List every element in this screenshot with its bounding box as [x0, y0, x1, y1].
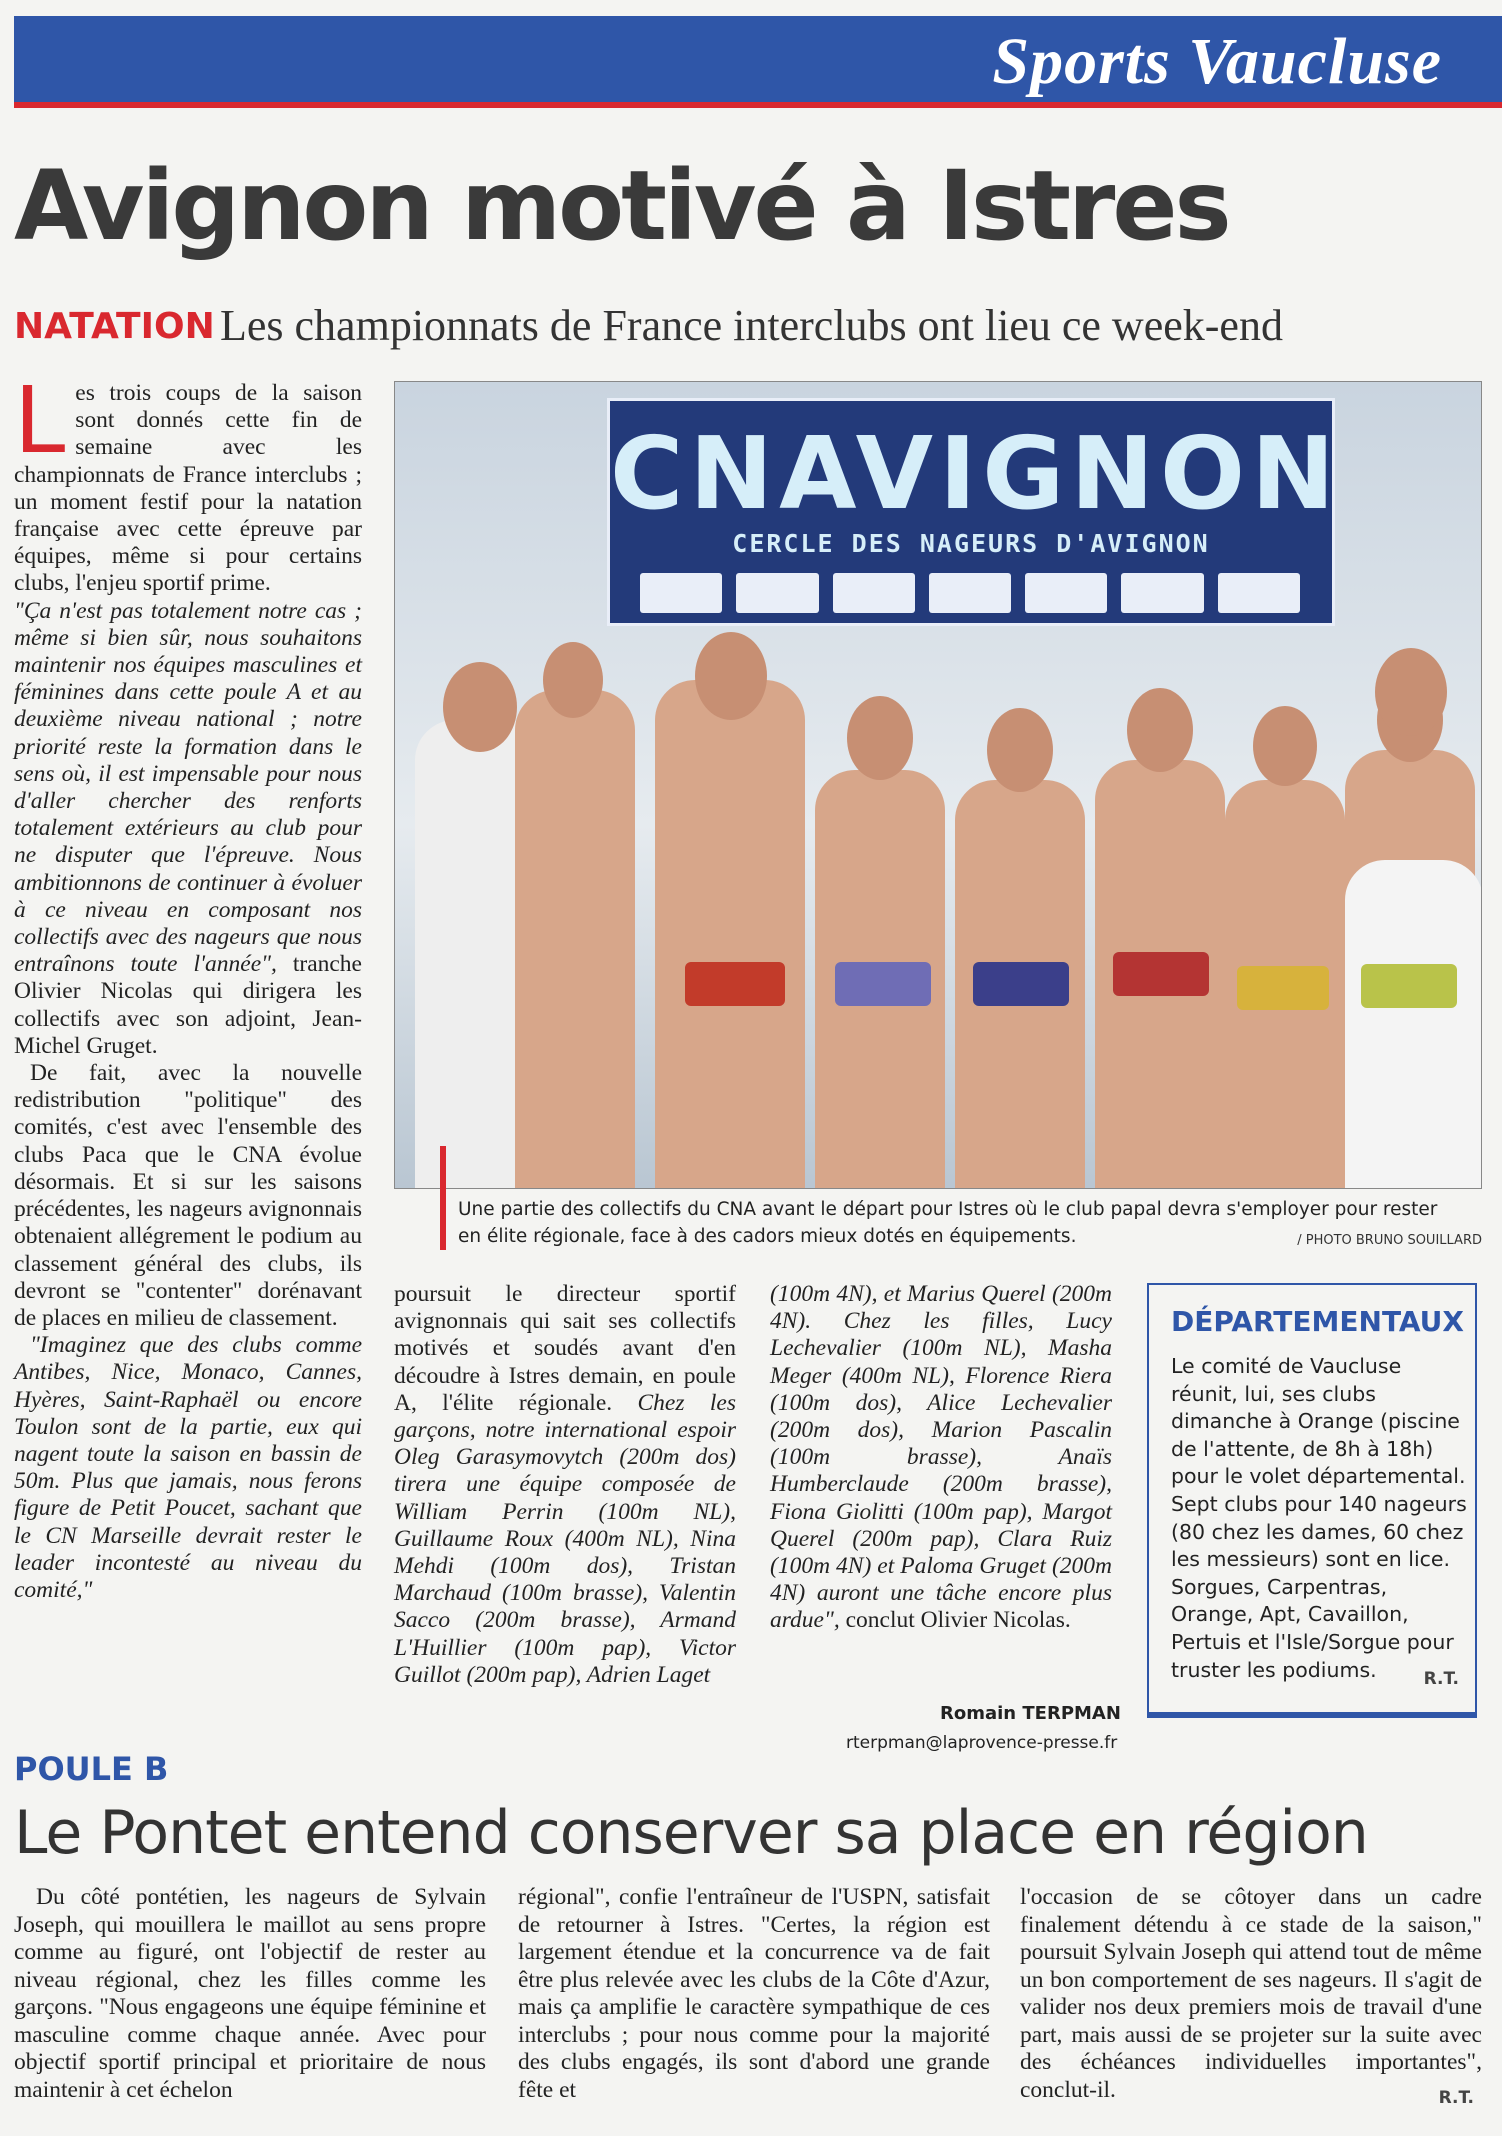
- article-headline: Avignon motivé à Istres: [14, 150, 1229, 262]
- team-roster-boys: Chez les garçons, notre international espoir Oleg Garasymovytch (200m dos) tirera une équipe composée de William Perrin (100m NL), Guillaume Roux (400m NL), Nina Mehdi (100m dos), Tristan Marchaud (100m brasse), Valentin Sacco (200m brasse), Armand L'Huillier (100m pap), Victor Guillot (200m pap), Adrien Laget: [394, 1389, 736, 1688]
- person-head: [543, 642, 603, 718]
- person-head: [847, 696, 913, 780]
- paragraph-intro-text: es trois coups de la saison sont donnés cette fin de semaine avec les championnats de France interclubs ; un moment festif pour la natation française avec cette épreuve par équipes, même si pour certains clubs, l'enjeu sportif prime.: [14, 380, 362, 597]
- article-2-column-1: [14, 1884, 486, 2104]
- sponsor-logo: [1025, 573, 1107, 613]
- person-head: [1253, 706, 1317, 786]
- sponsor-logo: [929, 573, 1011, 613]
- person-head: [695, 632, 767, 720]
- author-name: Romain TERPMAN: [940, 1703, 1121, 1724]
- sidebar-box: [1147, 1283, 1477, 1718]
- swim-trunks: [973, 962, 1069, 1006]
- swim-trunks: [685, 962, 785, 1006]
- photo-caption: Une partie des collectifs du CNA avant le départ pour Istres où le club papal devra s'employer pour rester en élite régionale, face à des cadors mieux dotés en équipements.: [458, 1199, 1438, 1247]
- paragraph-quote: [14, 598, 362, 1060]
- person-head: [1127, 688, 1193, 772]
- article-2-attribution: conclut-il.: [1020, 2076, 1116, 2103]
- quote-text: "Ça n'est pas totalement notre cas ; même si bien sûr, nous souhaitons maintenir nos équipes masculines et féminines dans cette poule A et au deuxième niveau national ; notre priorité reste la formation dans le sens où, il est impensable pour nous d'aller chercher des renforts totalement extérieurs au club pour ne disputer que l'épreuve. Nous ambitionnons de continuer à évoluer à ce niveau en composant nos collectifs avec des nageurs que nous entraînons toute l'année",: [14, 597, 362, 978]
- paragraph-quote-2: [14, 1332, 362, 1604]
- sponsor-logo: [1218, 573, 1300, 613]
- article-2-quote-5: Il s'agit de valider nos deux premiers mois de travail d'une part, mais aussi de se projeter sur la suite avec des échéances individuelles importantes",: [1020, 1966, 1482, 2075]
- paragraph-context-text: De fait, avec la nouvelle redistribution "politique" des comités, c'est avec l'ensemble des clubs Paca que le CNA évolue désormais. Et si sur les saisons précédentes, les nageurs avignonnais obtenaient allégrement le podium au classement général des clubs, ils devront se "contenter" dorénavant de places en milieu de classement.: [14, 1060, 362, 1331]
- person-head: [443, 662, 517, 752]
- article-subhead: Les championnats de France interclubs ont lieu ce week-end: [220, 301, 1283, 350]
- sponsor-logo: [640, 573, 722, 613]
- roster-attribution: conclut Olivier Nicolas.: [839, 1607, 1071, 1634]
- sponsor-logo: [736, 573, 818, 613]
- paragraph-director: [394, 1281, 736, 1689]
- team-photo: [394, 381, 1482, 1189]
- article-2-quote-1: "Nous engageons une équipe féminine et masculine comme chaque année. Avec pour objectif sportif principal et prioritaire de nous maintenir à cet échelon: [14, 1994, 486, 2103]
- sponsor-logos: [640, 573, 1300, 613]
- paragraph-intro: [14, 367, 362, 598]
- article-kicker: NATATION: [14, 306, 215, 347]
- article-2-paragraph-3: [1020, 1884, 1482, 2104]
- article-2-quote-2: régional",: [518, 1884, 611, 1910]
- article-2-text-1: Du côté pontétien, les nageurs de Sylvain Joseph, qui mouillera le maillot au sens propre comme au figuré, ont l'objectif de rester au niveau régional, chez les filles comme les garçons.: [14, 1884, 486, 2020]
- swim-trunks: [1361, 964, 1457, 1008]
- article-column-2: [394, 1281, 736, 1721]
- swim-trunks: [835, 962, 931, 1006]
- article-2-text-2: confie l'entraîneur de l'USPN, satisfait de retourner à Istres.: [518, 1884, 990, 1938]
- article-2-quote-4: l'occasion de se côtoyer dans un cadre finalement détendu à ce stade de la saison,": [1020, 1884, 1482, 1938]
- coach-figure: [1345, 860, 1482, 1189]
- swim-trunks: [1237, 966, 1329, 1010]
- club-banner-name: CNAVIGNON: [610, 415, 1341, 532]
- club-banner-subtitle: CERCLE DES NAGEURS D'AVIGNON: [732, 529, 1210, 558]
- article-2-text-3: poursuit Sylvain Joseph qui attend tout de même un bon comportement de ses nageurs.: [1020, 1939, 1482, 1993]
- article-column-1: [14, 367, 362, 1603]
- drop-cap: L: [14, 367, 66, 474]
- paragraph-context: [14, 1060, 362, 1332]
- photo-credit: / PHOTO BRUNO SOUILLARD: [1297, 1233, 1482, 1248]
- article-2-paragraph-1: [14, 1884, 486, 2104]
- paragraph-roster: [770, 1281, 1112, 1635]
- person-head: [1375, 648, 1447, 736]
- article-column-3: [770, 1281, 1112, 1701]
- sidebar-title: DÉPARTEMENTAUX: [1171, 1305, 1465, 1338]
- article-2-kicker: POULE B: [14, 1750, 169, 1788]
- sidebar-signature: R.T.: [1423, 1669, 1459, 1689]
- team-roster-girls: (100m 4N), et Marius Querel (200m 4N). Chez les filles, Lucy Lechevalier (100m NL), Masha Meger (400m NL), Florence Riera (100m dos), Alice Lechevalier (200m dos), Marion Pascalin (100m brasse), Anaïs Humberclaude (200m brasse), Fiona Giolitti (100m pap), Margot Querel (200m pap), Clara Ruiz (100m 4N) et Paloma Gruget (200m 4N) auront une tâche encore plus ardue",: [770, 1281, 1112, 1634]
- article-2-quote-3: "Certes, la région est largement étendue et la concurrence va de fait être plus relevée avec les clubs de la Côte d'Azur, mais ça amplifie le caractère sympathique de ces interclubs ; pour nous comme pour la majorité des clubs engagés, ils sont d'abord une grande fête et: [518, 1911, 990, 2103]
- person-head: [987, 708, 1053, 792]
- article-2-signature: R.T.: [1438, 2088, 1474, 2108]
- sponsor-logo: [833, 573, 915, 613]
- caption-marker: [440, 1146, 446, 1250]
- swim-trunks: [1113, 952, 1209, 996]
- article-2-column-2: [518, 1884, 990, 2104]
- author-email[interactable]: rterpman@laprovence-presse.fr: [846, 1733, 1118, 1753]
- article-2-column-3: [1020, 1884, 1482, 2104]
- section-banner: [14, 16, 1502, 108]
- sponsor-logo: [1121, 573, 1203, 613]
- section-title: Sports Vaucluse: [992, 25, 1442, 98]
- swimmer-figure: [515, 690, 635, 1189]
- swimmer-figure: [655, 680, 805, 1189]
- swimmers-group: [395, 612, 1481, 1189]
- article-2-headline: Le Pontet entend conserver sa place en région: [14, 1798, 1368, 1868]
- sidebar-text: Le comité de Vaucluse réunit, lui, ses clubs dimanche à Orange (piscine de l'attente, de 8h à 18h) pour le volet départemental. Sept clubs pour 140 nageurs (80 chez les dames, 60 chez les messieurs) sont en lice. Sorgues, Carpentras, Orange, Apt, Cavaillon, Pertuis et l'Isle/Sorgue pour truster les podiums.: [1171, 1354, 1467, 1682]
- director-text: poursuit le directeur sportif avignonnais qui sait ses collectifs motivés et soudés avant d'en découdre à Istres demain, en poule A, l'élite régionale.: [394, 1281, 736, 1416]
- quote-2-text: "Imaginez que des clubs comme Antibes, Nice, Monaco, Cannes, Hyères, Saint-Raphaël ou encore Toulon sont de la partie, eux qui nagent toute la saison en bassin de 50m. Plus que jamais, nous ferons figure de Petit Poucet, sachant que le CN Marseille devrait rester le leader incontesté au niveau du comité,": [14, 1332, 362, 1603]
- quote-attribution: tranche Olivier Nicolas qui dirigera les collectifs avec son adjoint, Jean-Michel Gruget.: [14, 951, 362, 1059]
- article-2-paragraph-2: [518, 1884, 990, 2104]
- club-banner: [607, 398, 1341, 626]
